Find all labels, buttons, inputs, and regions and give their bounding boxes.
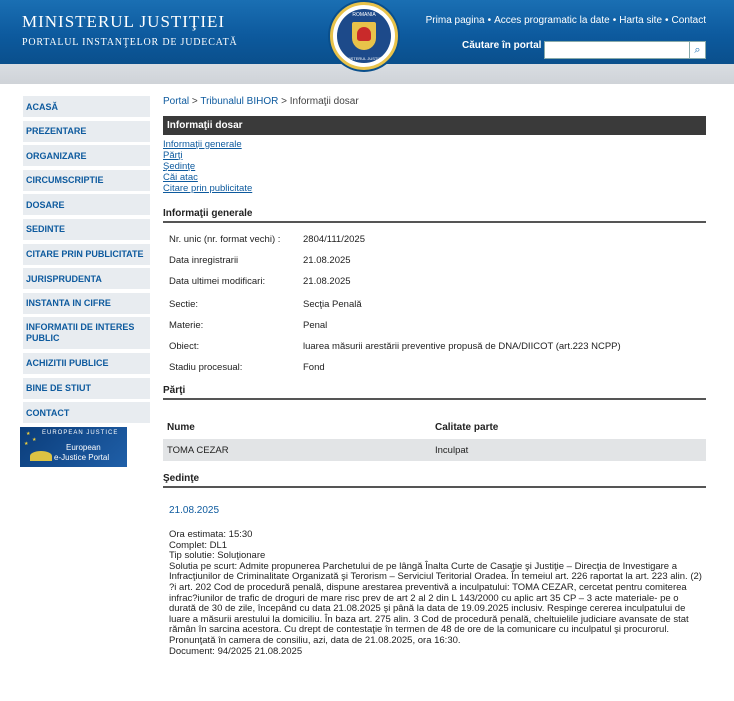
eagle-icon [357,27,371,41]
breadcrumb-court[interactable]: Tribunalul BIHOR [200,96,279,107]
site-title[interactable]: MINISTERUL JUSTIŢIEI [22,12,226,31]
field-data-modificari: Data ultimei modificari: 21.08.2025 [169,276,351,287]
field-data-inregistrarii: Data inregistrarii 21.08.2025 [169,255,351,266]
sidebar-item-prezentare[interactable]: PREZENTARE [20,121,150,142]
field-nr-unic: Nr. unic (nr. format vechi) : 2804/111/2025 [169,234,365,245]
star-icon: ★ [32,437,37,444]
general-fields [163,228,706,377]
sidebar-item-contact[interactable]: CONTACT [20,402,150,423]
section-parti: Părţi [163,385,706,400]
party-role: Inculpat [435,445,469,456]
section-informatii-generale: Informaţii generale [163,208,706,223]
sidebar-item-achizitii[interactable]: ACHIZITII PUBLICE [20,353,150,374]
sidebar-item-circumscriptie[interactable]: CIRCUMSCRIPTIE [20,170,150,191]
sidebar-item-sedinte[interactable]: SEDINTE [20,219,150,240]
nav-contact[interactable]: Contact [671,15,706,26]
e-justice-top-label: EUROPEAN JUSTICE [42,430,119,437]
main-content [163,96,706,657]
sedinta-solutie: Solutia pe scurt: Admite propunerea Parchetului de pe lângă Înalta Curte de Casaţie şi Justiţie – Direcţia de Investigare a Infracţiunilor de Criminalitate Organizată şi Terorism – Serviciul Teritorial Oradea. În temeiul art. 226 raportat la art. 223 alin. (2) ?i art. 202 Cod de procedură penală, dispune arestarea preventivă a inculpatului: TOMA CEZAR, cercetat pentru comiterea infrac?iunilor de trafic de droguri de mare risc prev de art 2 al 2 din L 143/2000 cu aplic art 35 CP – 3 acte materiale- pe o durată de 30 de zile, începând cu data 21.08.2025 şi până la data de 19.09.2025 inclusiv. Respinge cererea inculpatului de luare a măsurii arestului la domiciliu. În baza art. 275 alin. 3 Cod de procedură penală, cheltuielile judiciare avansate de stat rămân în sarcina acestora. Cu drept de contestaţie în termen de 48 de ore de la comunicare cu inculpatul şi procurorul. Pronunţată în camera de consiliu, azi, data de 21.08.2025, ora 16:30. [169,560,702,646]
crest-label-top: ROMANIA [352,12,376,18]
search-input[interactable] [544,41,690,59]
sedinta-document: Document: 94/2025 21.08.2025 [169,645,303,657]
nav-prima-pagina[interactable]: Prima pagina [425,15,485,26]
sidebar-item-citare[interactable]: CITARE PRIN PUBLICITATE [20,244,150,265]
sedinta-ora: Ora estimata: 15:30 [169,529,253,540]
table-row [163,439,706,461]
anchor-sedinte[interactable]: Şedinţe [163,161,196,172]
sidebar-item-informatii-interes[interactable]: INFORMATII DE INTERES PUBLIC [20,317,150,349]
sedinta-details [169,530,703,657]
breadcrumb-current: Informaţii dosar [289,96,359,107]
search-button[interactable] [690,41,706,59]
col-nume: Nume [167,422,195,433]
sidebar-item-bine-de-stiut[interactable]: BINE DE STIUT [20,378,150,399]
e-justice-line1: European [66,443,101,453]
field-materie: Materie: Penal [169,320,328,331]
page-title: Informaţii dosar [163,116,706,135]
field-sectie: Sectie: Secţia Penală [169,299,362,310]
sedinta-tip: Tip solutie: Soluţionare [169,550,266,562]
nav-harta-site[interactable]: Harta site [619,15,663,26]
sidebar-item-organizare[interactable]: ORGANIZARE [20,145,150,166]
site-subtitle[interactable]: PORTALUL INSTANŢELOR DE JUDECATĂ [22,37,238,48]
anchor-cai-atac[interactable]: Căi atac [163,172,198,183]
top-navigation: Prima pagina • Acces programatic la date • Harta site • Contact [425,15,706,26]
sidebar-item-jurisprudenta[interactable]: JURISPRUDENTA [20,268,150,289]
sidebar-item-instanta-cifre[interactable]: INSTANTA IN CIFRE [20,293,150,314]
e-justice-swoosh-icon [30,451,52,461]
breadcrumb-portal[interactable]: Portal [163,96,190,107]
anchor-citare[interactable]: Citare prin publicitate [163,183,253,194]
sedinta-date: 21.08.2025 [169,505,220,516]
search-label: Căutare în portal [462,40,542,51]
star-icon: ★ [26,431,31,438]
sidebar-item-acasa[interactable]: ACASĂ [20,96,150,117]
nav-acces-programatic[interactable]: Acces programatic la date [494,15,610,26]
col-calitate: Calitate parte [435,422,499,433]
search-icon: ⌕ [694,43,701,56]
parti-table [163,414,706,461]
sedinta-complet: Complet: DL1 [169,539,228,551]
breadcrumb: Portal > Tribunalul BIHOR > Informaţii dosar [163,96,359,107]
anchor-informatii-generale[interactable]: Informaţii generale [163,139,242,150]
section-sedinte: Şedinţe [163,473,706,488]
party-name: TOMA CEZAR [167,445,229,456]
field-stadiu: Stadiu procesual: Fond [169,362,325,373]
parti-table-header [163,414,706,439]
star-icon: ★ [24,441,29,448]
field-obiect: Obiect: luarea măsurii arestării preventive propusă de DNA/DIICOT (art.223 NCPP) [169,341,621,352]
anchor-links [163,139,706,194]
e-justice-line2: e-Justice Portal [54,453,110,463]
coat-of-arms-logo[interactable] [330,2,398,70]
sidebar-item-dosare[interactable]: DOSARE [20,194,150,215]
e-justice-banner[interactable] [20,427,127,467]
anchor-parti[interactable]: Părţi [163,150,183,161]
crest-label-bottom: MINISTERUL JUSTIŢIEI [342,56,386,61]
sidebar [20,96,150,467]
